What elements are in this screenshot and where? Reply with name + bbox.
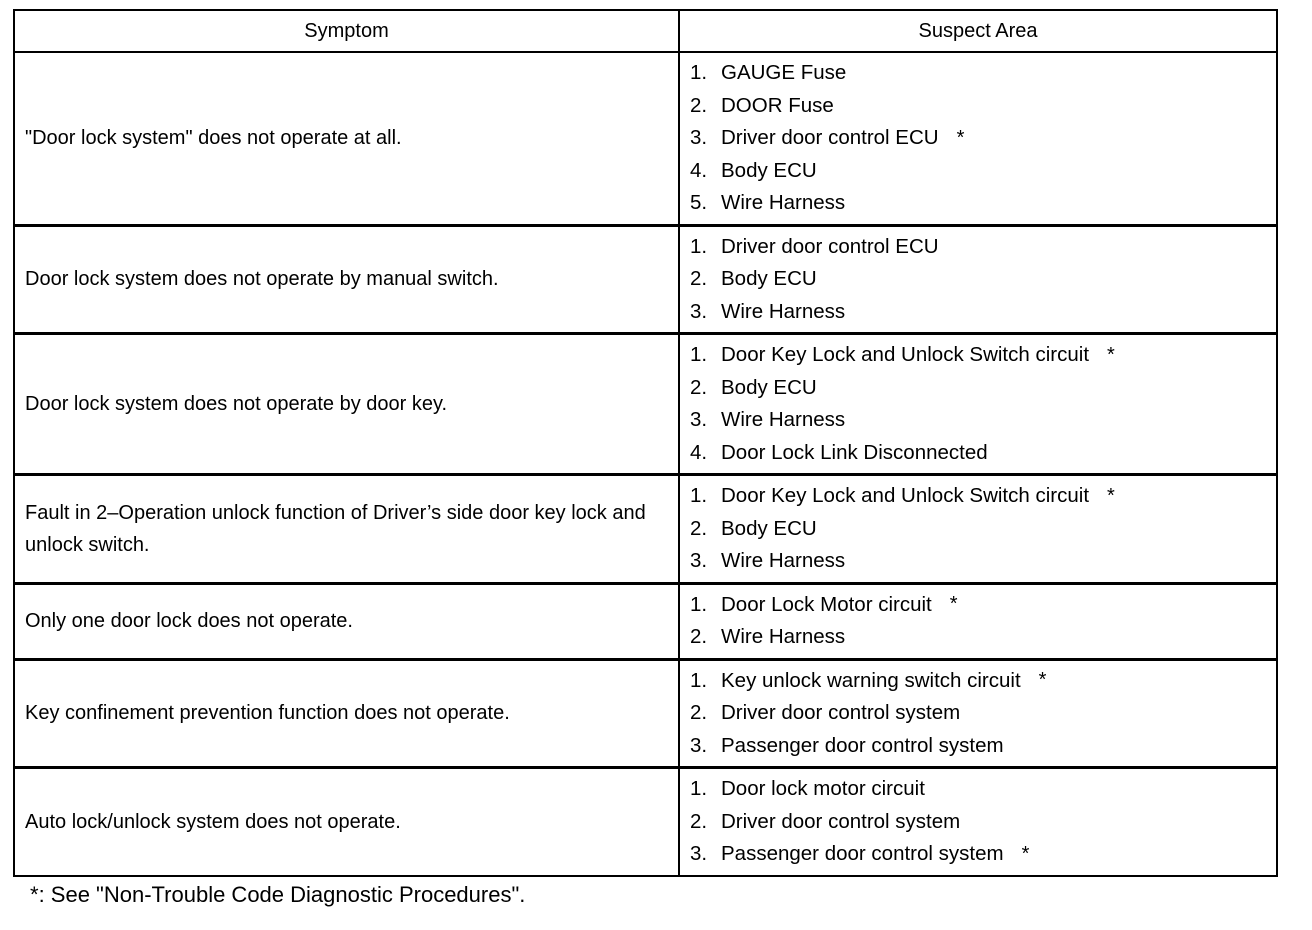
item-number: 2.	[690, 93, 708, 117]
item-text: Driver door control system	[721, 809, 961, 833]
item-number: 3.	[690, 842, 708, 866]
item-number: 2.	[690, 809, 708, 833]
asterisk-marker: *	[1038, 669, 1047, 692]
item-number: 1.	[690, 234, 708, 258]
item-text: Door Key Lock and Unlock Switch circuit	[721, 484, 1090, 508]
item-number: 2.	[690, 516, 708, 540]
list-item	[690, 480, 1276, 513]
item-number: 3.	[690, 733, 708, 757]
item-number: 3.	[690, 549, 708, 573]
symptom-cell: Key confinement prevention function does not operate.	[15, 661, 680, 767]
item-number: 1.	[690, 343, 708, 367]
item-number: 1.	[690, 777, 708, 801]
suspect-area-cell	[680, 661, 1276, 767]
item-text: Door Lock Motor circuit	[721, 592, 932, 616]
item-text: Door Lock Link Disconnected	[721, 440, 988, 464]
suspect-area-cell	[680, 585, 1276, 658]
table-row	[15, 227, 1276, 336]
item-number: 2.	[690, 701, 708, 725]
list-item	[690, 513, 1276, 546]
suspect-area-cell	[680, 335, 1276, 473]
symptom-cell: Door lock system does not operate by door key.	[15, 335, 680, 473]
item-text: Key unlock warning switch circuit	[721, 668, 1021, 692]
item-number: 1.	[690, 484, 708, 508]
symptom-cell: Only one door lock does not operate.	[15, 585, 680, 658]
list-item	[690, 231, 1276, 264]
asterisk-marker: *	[1107, 343, 1115, 366]
item-text: GAUGE Fuse	[721, 61, 847, 85]
list-item	[690, 339, 1276, 372]
list-item	[690, 437, 1276, 470]
item-text: Body ECU	[721, 375, 817, 399]
list-item	[690, 155, 1276, 188]
footnote	[30, 882, 525, 908]
list-item	[690, 621, 1276, 654]
item-text: Wire Harness	[721, 191, 846, 215]
item-text: Driver door control ECU	[721, 126, 939, 150]
list-item	[690, 404, 1276, 437]
list-item	[690, 665, 1276, 698]
list-item	[690, 773, 1276, 806]
table-row	[15, 335, 1276, 476]
item-text: Wire Harness	[721, 549, 846, 573]
list-item	[690, 730, 1276, 763]
item-text: Door Key Lock and Unlock Switch circuit	[721, 343, 1090, 367]
item-number: 4.	[690, 440, 708, 464]
list-item	[690, 90, 1276, 123]
item-text: Driver door control system	[721, 701, 961, 725]
item-number: 2.	[690, 267, 708, 291]
item-number: 1.	[690, 61, 708, 85]
asterisk-marker: *	[949, 593, 958, 616]
suspect-area-cell	[680, 53, 1276, 224]
table-row	[15, 585, 1276, 661]
troubleshooting-table	[13, 9, 1278, 877]
list-item	[690, 545, 1276, 578]
suspect-area-header: Suspect Area	[918, 19, 1038, 42]
table-row	[15, 661, 1276, 770]
item-number: 1.	[690, 668, 708, 692]
footnote-text: : See "Non-Trouble Code Diagnostic Procedures".	[38, 882, 526, 907]
list-item	[690, 122, 1276, 155]
asterisk-marker: *	[956, 126, 965, 149]
item-text: Wire Harness	[721, 408, 846, 432]
item-text: Wire Harness	[721, 625, 846, 649]
symptom-cell: Fault in 2–Operation unlock function of Driver’s side door key lock and unlock switch.	[15, 476, 680, 582]
table-row	[15, 476, 1276, 585]
list-item	[690, 589, 1276, 622]
item-number: 3.	[690, 408, 708, 432]
list-item	[690, 263, 1276, 296]
table-row	[15, 769, 1276, 875]
item-number: 3.	[690, 126, 708, 150]
item-text: Wire Harness	[721, 299, 846, 323]
asterisk-marker: *	[1021, 842, 1030, 865]
table-header	[15, 11, 1276, 53]
table-body	[15, 53, 1276, 875]
item-text: Passenger door control system	[721, 842, 1004, 866]
item-text: Body ECU	[721, 516, 817, 540]
list-item	[690, 372, 1276, 405]
item-text: Passenger door control system	[721, 733, 1004, 757]
suspect-area-cell	[680, 227, 1276, 333]
item-number: 1.	[690, 592, 708, 616]
table-row	[15, 53, 1276, 227]
item-number: 2.	[690, 375, 708, 399]
asterisk-marker: *	[1107, 484, 1115, 507]
item-number: 3.	[690, 299, 708, 323]
symptom-cell: "Door lock system" does not operate at all.	[15, 53, 680, 224]
symptom-cell: Auto lock/unlock system does not operate.	[15, 769, 680, 875]
list-item	[690, 806, 1276, 839]
footnote-asterisk: *	[30, 882, 39, 907]
suspect-area-cell	[680, 476, 1276, 582]
item-number: 4.	[690, 158, 708, 182]
item-text: Body ECU	[721, 158, 817, 182]
list-item	[690, 187, 1276, 220]
suspect-area-cell	[680, 769, 1276, 875]
item-number: 2.	[690, 625, 708, 649]
list-item	[690, 57, 1276, 90]
item-text: DOOR Fuse	[721, 93, 834, 117]
item-number: 5.	[690, 191, 708, 215]
item-text: Door lock motor circuit	[721, 777, 925, 801]
item-text: Body ECU	[721, 267, 817, 291]
list-item	[690, 296, 1276, 329]
symptom-cell: Door lock system does not operate by manual switch.	[15, 227, 680, 333]
symptom-header: Symptom	[15, 11, 680, 51]
item-text: Driver door control ECU	[721, 234, 939, 258]
list-item	[690, 697, 1276, 730]
list-item	[690, 838, 1276, 871]
